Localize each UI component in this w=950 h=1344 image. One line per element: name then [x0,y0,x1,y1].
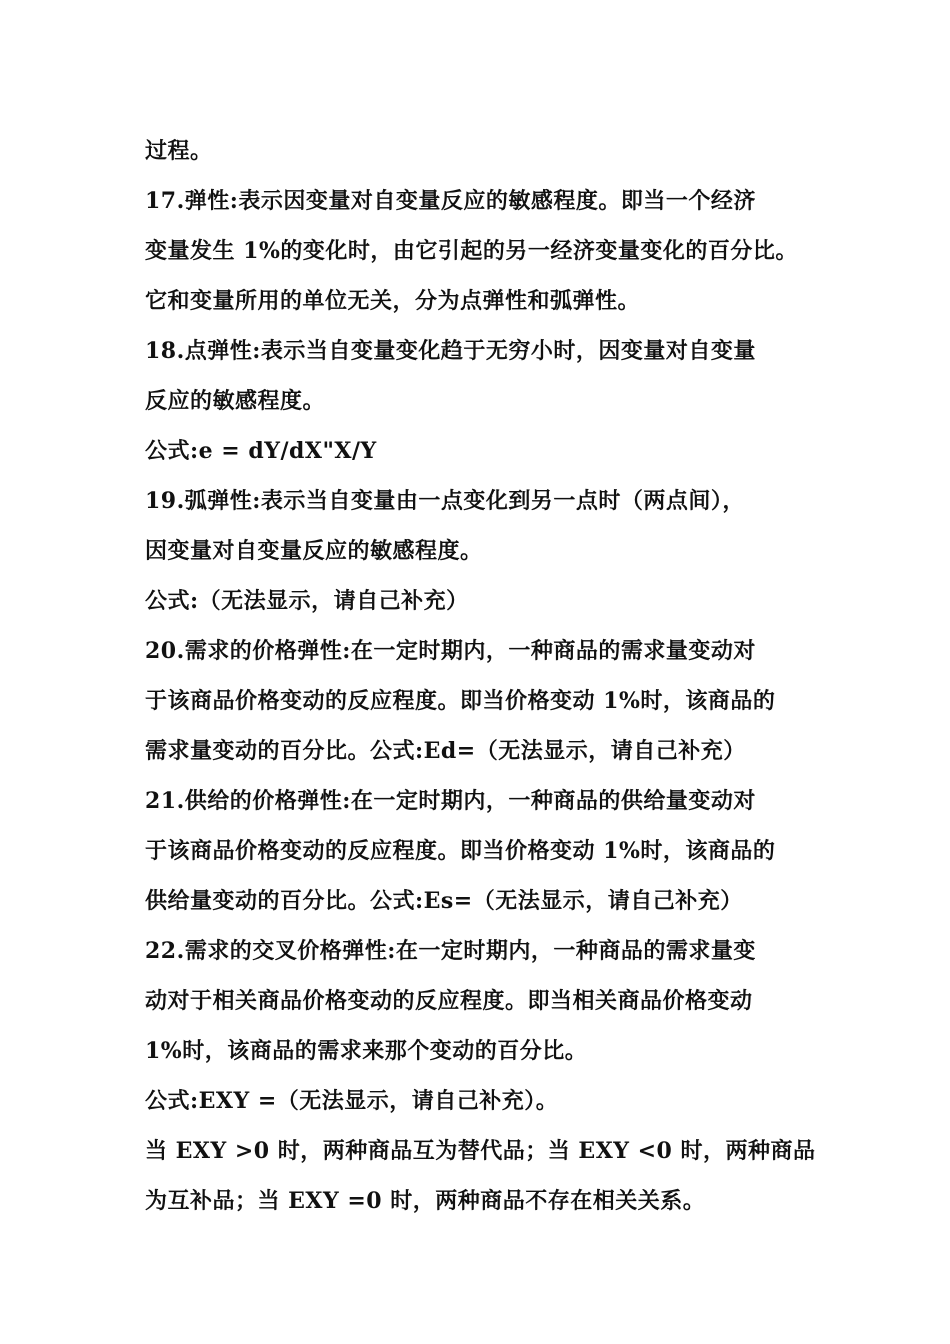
text-line: 为互补品；当 EXY =0 时，两种商品不存在相关关系。 [145,1188,706,1214]
text-line: 18.点弹性:表示当自变量变化趋于无穷小时，因变量对自变量 [145,338,756,364]
text-line: 动对于相关商品价格变动的反应程度。即当相关商品价格变动 [145,988,753,1014]
text-line: 当 EXY >0 时，两种商品互为替代品；当 EXY <0 时，两种商品 [145,1138,816,1164]
text-line: 因变量对自变量反应的敏感程度。 [145,538,483,564]
text-line: 反应的敏感程度。 [145,388,326,414]
text-line: 于该商品价格变动的反应程度。即当价格变动 1%时，该商品的 [145,838,776,864]
document-body [145,131,825,1231]
text-line: 于该商品价格变动的反应程度。即当价格变动 1%时，该商品的 [145,688,776,714]
text-line: 21.供给的价格弹性:在一定时期内，一种商品的供给量变动对 [145,788,756,814]
text-line: 需求量变动的百分比。公式:Ed=（无法显示，请自己补充） [145,738,746,764]
text-line: 17.弹性:表示因变量对自变量反应的敏感程度。即当一个经济 [145,188,756,214]
text-line: 22.需求的交叉价格弹性:在一定时期内，一种商品的需求量变 [145,938,756,964]
text-line: 公式:（无法显示，请自己补充） [145,588,469,614]
text-line: 1%时，该商品的需求来那个变动的百分比。 [145,1038,588,1064]
text-line: 变量发生 1%的变化时，由它引起的另一经济变量变化的百分比。 [145,238,798,264]
text-line: 供给量变动的百分比。公式:Es=（无法显示，请自己补充） [145,888,743,914]
text-line: 19.弧弹性:表示当自变量由一点变化到另一点时（两点间）， [145,488,745,514]
text-line: 公式:e = dY/dX"X/Y [145,438,377,464]
text-line: 过程。 [145,138,213,164]
text-line: 它和变量所用的单位无关，分为点弹性和弧弹性。 [145,288,641,314]
text-line: 公式:EXY =（无法显示，请自己补充）。 [145,1088,559,1114]
text-line: 20.需求的价格弹性:在一定时期内，一种商品的需求量变动对 [145,638,756,664]
